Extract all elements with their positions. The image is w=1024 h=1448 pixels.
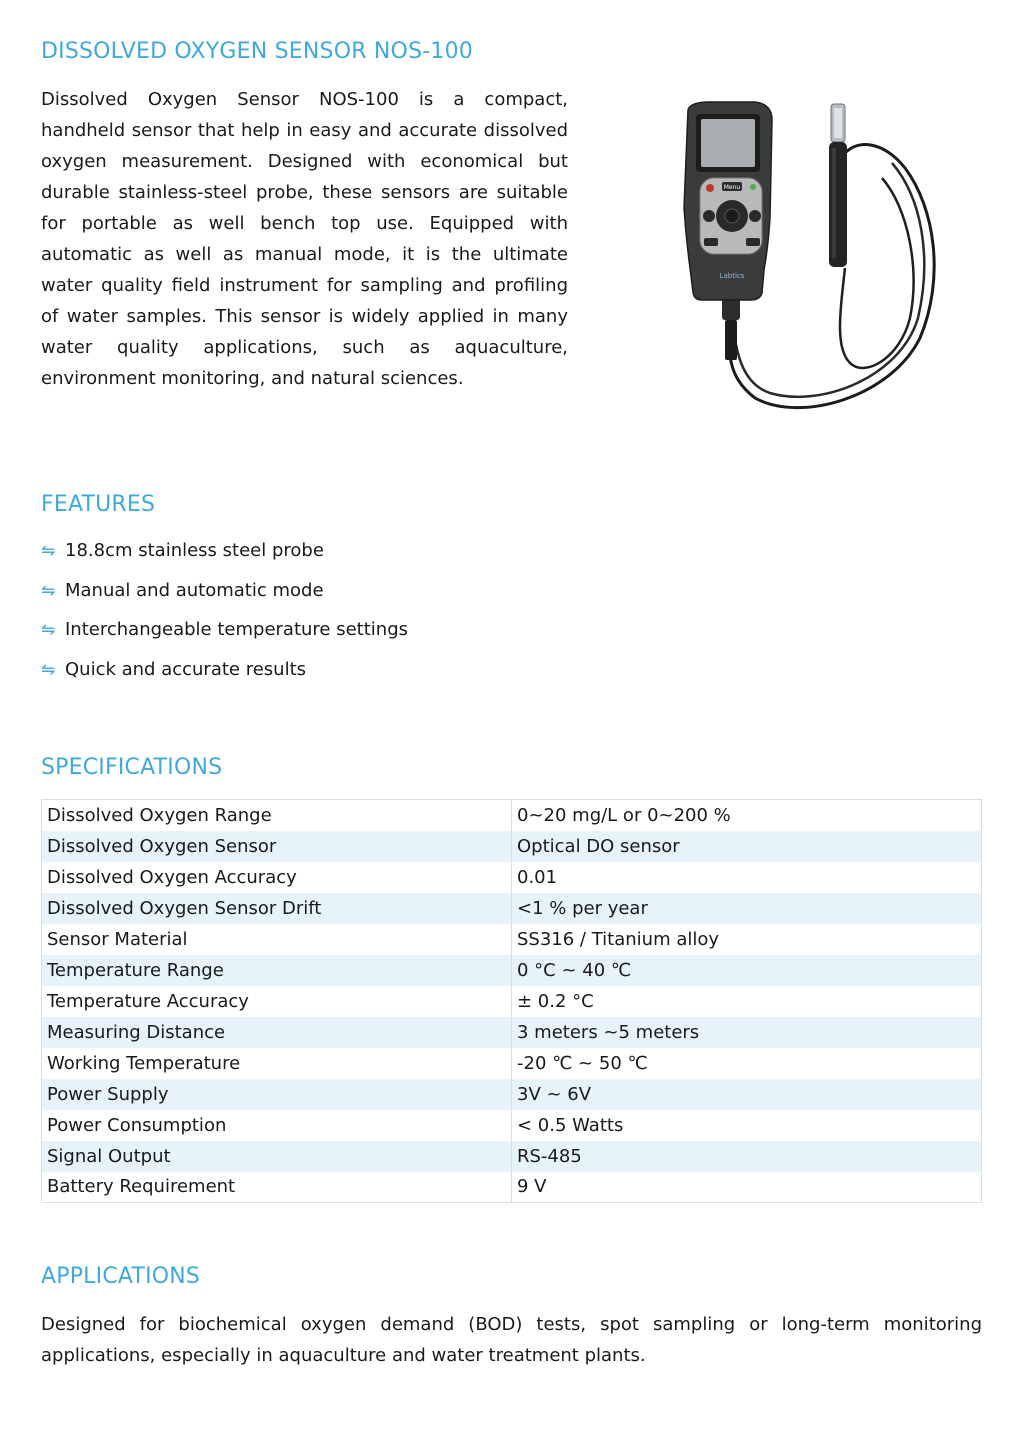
- spec-label: Power Supply: [42, 1079, 512, 1110]
- table-row: [42, 1172, 982, 1203]
- spec-label: Dissolved Oxygen Range: [42, 800, 512, 831]
- table-row: [42, 831, 982, 862]
- spec-value: RS-485: [512, 1141, 982, 1172]
- spec-label: Battery Requirement: [42, 1172, 512, 1203]
- arrows-icon: ⇋: [41, 659, 56, 680]
- features-heading: FEATURES: [41, 492, 156, 517]
- spec-label: Signal Output: [42, 1141, 512, 1172]
- spec-label: Dissolved Oxygen Sensor: [42, 831, 512, 862]
- specifications-heading: SPECIFICATIONS: [41, 755, 223, 780]
- applications-text: Designed for biochemical oxygen demand (BOD) tests, spot sampling or long-term monitoring applications, especially in aquaculture and water treatment plants.: [41, 1314, 982, 1366]
- spec-label: Temperature Accuracy: [42, 986, 512, 1017]
- brand-logo: Labtics: [719, 272, 745, 280]
- spec-value: Optical DO sensor: [512, 831, 982, 862]
- probe: [829, 104, 847, 267]
- spec-value: 3V ~ 6V: [512, 1079, 982, 1110]
- specifications-table: [41, 799, 982, 1203]
- spec-value: 0.01: [512, 862, 982, 893]
- spec-label: Temperature Range: [42, 955, 512, 986]
- spec-label: Power Consumption: [42, 1110, 512, 1141]
- table-row: [42, 893, 982, 924]
- table-row: [42, 986, 982, 1017]
- spec-label: Working Temperature: [42, 1048, 512, 1079]
- spec-value: ± 0.2 °C: [512, 986, 982, 1017]
- arrows-icon: ⇋: [41, 580, 56, 601]
- table-row: [42, 1110, 982, 1141]
- spec-label: Sensor Material: [42, 924, 512, 955]
- table-row: [42, 1079, 982, 1110]
- table-row: [42, 1141, 982, 1172]
- table-row: [42, 800, 982, 831]
- feature-item: ⇋ Quick and accurate results: [41, 655, 408, 695]
- spec-value: 3 meters ~5 meters: [512, 1017, 982, 1048]
- spec-value: < 0.5 Watts: [512, 1110, 982, 1141]
- handheld-meter: [684, 102, 772, 300]
- feature-item: ⇋ 18.8cm stainless steel probe: [41, 536, 408, 576]
- spec-value: 9 V: [512, 1172, 982, 1203]
- spec-label: Dissolved Oxygen Sensor Drift: [42, 893, 512, 924]
- table-row: [42, 924, 982, 955]
- table-row: [42, 1048, 982, 1079]
- spec-value: <1 % per year: [512, 893, 982, 924]
- table-row: [42, 862, 982, 893]
- table-row: [42, 1017, 982, 1048]
- page-title: DISSOLVED OXYGEN SENSOR NOS-100: [41, 39, 473, 64]
- spec-value: 0~20 mg/L or 0~200 %: [512, 800, 982, 831]
- spec-label: Dissolved Oxygen Accuracy: [42, 862, 512, 893]
- table-row: [42, 955, 982, 986]
- arrows-icon: ⇋: [41, 541, 56, 561]
- applications-heading: APPLICATIONS: [41, 1264, 201, 1289]
- feature-item: ⇋ Manual and automatic mode: [41, 576, 408, 616]
- feature-item: ⇋ Interchangeable temperature settings: [41, 615, 408, 655]
- spec-value: SS316 / Titanium alloy: [512, 924, 982, 955]
- features-list: [41, 536, 408, 694]
- spec-label: Measuring Distance: [42, 1017, 512, 1048]
- product-description: Dissolved Oxygen Sensor NOS-100 is a compact, handheld sensor that help in easy and accurate dissolved oxygen measurement. Designed with economical but durable stainless-steel probe, these sensors are suitable for portable as well bench top use. Equipped with automatic as well as manual mode, it is the ultimate water quality field instrument for sampling and profiling of water samples. This sensor is widely applied in many water quality applications, such as aquaculture, environment monitoring, and natural sciences.: [41, 89, 568, 389]
- menu-key-label: Menu: [723, 184, 741, 191]
- spec-value: -20 ℃ ~ 50 ℃: [512, 1048, 982, 1079]
- arrows-icon: ⇋: [41, 620, 56, 640]
- spec-value: 0 °C ~ 40 ℃: [512, 955, 982, 986]
- product-image: [660, 98, 950, 418]
